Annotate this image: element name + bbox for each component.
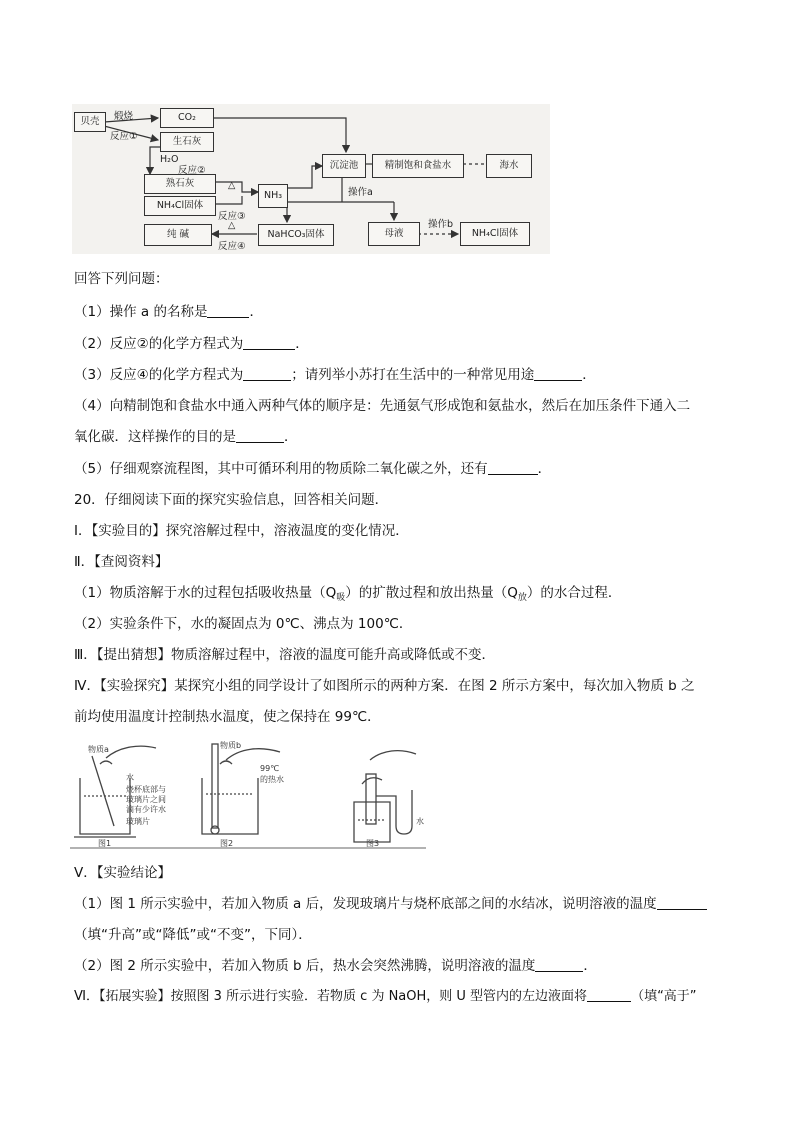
question-1 bbox=[74, 303, 263, 321]
section-references: Ⅱ．【查阅资料】 bbox=[74, 554, 169, 570]
flow-box-co2: CO₂ bbox=[160, 108, 214, 128]
flow-label-delta2: △ bbox=[228, 220, 236, 231]
flow-box-quicklime: 生石灰 bbox=[160, 132, 214, 152]
flow-box-nh4cl-right: NH₄Cl固体 bbox=[460, 222, 530, 246]
question-4-line-2 bbox=[74, 428, 298, 446]
flow-box-nh3: NH₃ bbox=[258, 184, 288, 208]
conclusion-1-line-1 bbox=[74, 895, 707, 913]
question-3 bbox=[74, 366, 596, 384]
flow-label-reaction3: 反应③ bbox=[218, 211, 246, 222]
fig1-note-3: 滴有少许水 bbox=[126, 805, 166, 814]
flow-label-operation-b: 操作b bbox=[428, 219, 454, 230]
answer-blank bbox=[236, 430, 284, 443]
question-2 bbox=[74, 335, 309, 353]
period: ． bbox=[295, 336, 309, 352]
conclusion-2 bbox=[74, 957, 597, 975]
flow-box-shell: 贝壳 bbox=[74, 112, 106, 132]
question-3-text-a: （3）反应④的化学方程式为 bbox=[74, 367, 244, 383]
period: ． bbox=[537, 461, 552, 477]
reference-1 bbox=[74, 584, 621, 607]
extension-text-b: （填“高于” bbox=[631, 989, 697, 1004]
period: ． bbox=[583, 958, 597, 974]
flow-label-reaction4: 反应④ bbox=[218, 241, 246, 252]
fig2-substance-label: 物质b bbox=[220, 741, 242, 750]
fig2-hot-water-label: 的热水 bbox=[260, 775, 284, 784]
answer-blank bbox=[534, 368, 582, 381]
question-1-text: （1）操作 a 的名称是 bbox=[74, 304, 208, 320]
question-2-text: （2）反应②的化学方程式为 bbox=[74, 336, 244, 352]
answer-blank bbox=[207, 305, 249, 318]
answer-blank bbox=[535, 959, 583, 972]
period: ． bbox=[582, 367, 596, 383]
flow-box-brine: 精制饱和食盐水 bbox=[372, 154, 464, 178]
subscript-release: 放 bbox=[517, 593, 527, 603]
figures-drawing bbox=[70, 738, 426, 850]
fig3-caption: 图3 bbox=[366, 839, 380, 848]
fig1-substance-label: 物质a bbox=[88, 745, 109, 754]
flow-box-mother-liquor: 母液 bbox=[368, 222, 420, 246]
answer-blank bbox=[657, 897, 707, 910]
answer-blank bbox=[243, 368, 291, 381]
flow-label-operation-a: 操作a bbox=[348, 187, 373, 198]
question-5 bbox=[74, 460, 551, 478]
period: ． bbox=[249, 304, 263, 320]
fig3-water-label: 水 bbox=[416, 817, 424, 826]
flow-label-h2o: H₂O bbox=[160, 154, 179, 165]
section-exploration-line-2: 前均使用温度计控制热水温度，使之保持在 99℃． bbox=[74, 709, 381, 725]
fig1-caption: 图1 bbox=[98, 839, 112, 848]
flow-box-seawater: 海水 bbox=[486, 154, 532, 178]
experiment-figures bbox=[70, 738, 426, 850]
questions-intro: 回答下列问题： bbox=[74, 271, 169, 287]
period: ． bbox=[284, 429, 298, 445]
question-3-text-b: ；请列举小苏打在生活中的一种常见用途 bbox=[291, 367, 535, 383]
flow-box-soda: 纯 碱 bbox=[144, 224, 212, 246]
flow-label-delta1: △ bbox=[228, 180, 236, 191]
section-conclusion: Ⅴ．【实验结论】 bbox=[74, 865, 171, 881]
answer-blank bbox=[488, 462, 538, 475]
fig1-note-2: 玻璃片之间 bbox=[126, 795, 166, 804]
fig2-caption: 图2 bbox=[220, 839, 234, 848]
question-5-text: （5）仔细观察流程图，其中可循环利用的物质除二氧化碳之外，还有 bbox=[74, 461, 488, 477]
process-flowchart bbox=[72, 104, 550, 254]
flow-box-slaked-lime: 熟石灰 bbox=[144, 174, 216, 194]
problem-20-title: 20．仔细阅读下面的探究实验信息，回答相关问题． bbox=[74, 492, 389, 508]
question-4-line-1: （4）向精制饱和食盐水中通入两种气体的顺序是：先通氨气形成饱和氨盐水，然后在加压条件下通入二 bbox=[74, 398, 691, 414]
flow-label-reaction2: 反应② bbox=[178, 165, 206, 176]
fig1-water-label: 水 bbox=[126, 773, 134, 782]
reference-2: （2）实验条件下，水的凝固点为 0℃、沸点为 100℃． bbox=[74, 616, 413, 632]
conclusion-1-line-2: （填“升高”或“降低”或“不变”，下同）． bbox=[74, 927, 312, 943]
reference-1-text-c: ）的水合过程． bbox=[526, 585, 622, 601]
fig2-temperature-label: 99℃ bbox=[260, 764, 280, 773]
conclusion-2-text: （2）图 2 所示实验中，若加入物质 b 后，热水会突然沸腾，说明溶液的温度 bbox=[74, 958, 536, 974]
section-hypothesis: Ⅲ．【提出猜想】物质溶解过程中，溶液的温度可能升高或降低或不变． bbox=[74, 647, 496, 663]
fig1-glass-label: 玻璃片 bbox=[126, 817, 150, 826]
section-extension bbox=[74, 988, 697, 1006]
fig1-note-1: 烧杯底部与 bbox=[126, 785, 166, 794]
flow-label-calcine: 煅烧 bbox=[114, 111, 134, 122]
subscript-absorb: 吸 bbox=[336, 593, 346, 603]
flow-box-nh4cl-left: NH₄Cl固体 bbox=[144, 196, 216, 216]
extension-text-a: Ⅵ．【拓展实验】按照图 3 所示进行实验．若物质 c 为 NaOH，则 U 型管内的左边液面将 bbox=[74, 989, 588, 1004]
reference-1-text-a: （1）物质溶解于水的过程包括吸收热量（Q bbox=[74, 585, 337, 601]
answer-blank bbox=[587, 989, 631, 1002]
answer-blank bbox=[243, 337, 295, 350]
question-4-text-b: 氧化碳．这样操作的目的是 bbox=[74, 429, 236, 445]
conclusion-1-text-a: （1）图 1 所示实验中，若加入物质 a 后，发现玻璃片与烧杯底部之间的水结冰，说明溶液的温度 bbox=[74, 896, 657, 912]
flow-box-precipitation-tank: 沉淀池 bbox=[322, 154, 366, 178]
reference-1-text-b: ）的扩散过程和放出热量（Q bbox=[345, 585, 518, 601]
section-exploration-line-1: Ⅳ．【实验探究】某探究小组的同学设计了如图所示的两种方案．在图 2 所示方案中，每次加入物质 b 之 bbox=[74, 678, 695, 694]
section-purpose: Ⅰ．【实验目的】探究溶解过程中，溶液温度的变化情况． bbox=[74, 523, 409, 539]
flow-label-reaction1: 反应① bbox=[110, 131, 138, 142]
flow-box-nahco3: NaHCO₃固体 bbox=[258, 224, 334, 246]
